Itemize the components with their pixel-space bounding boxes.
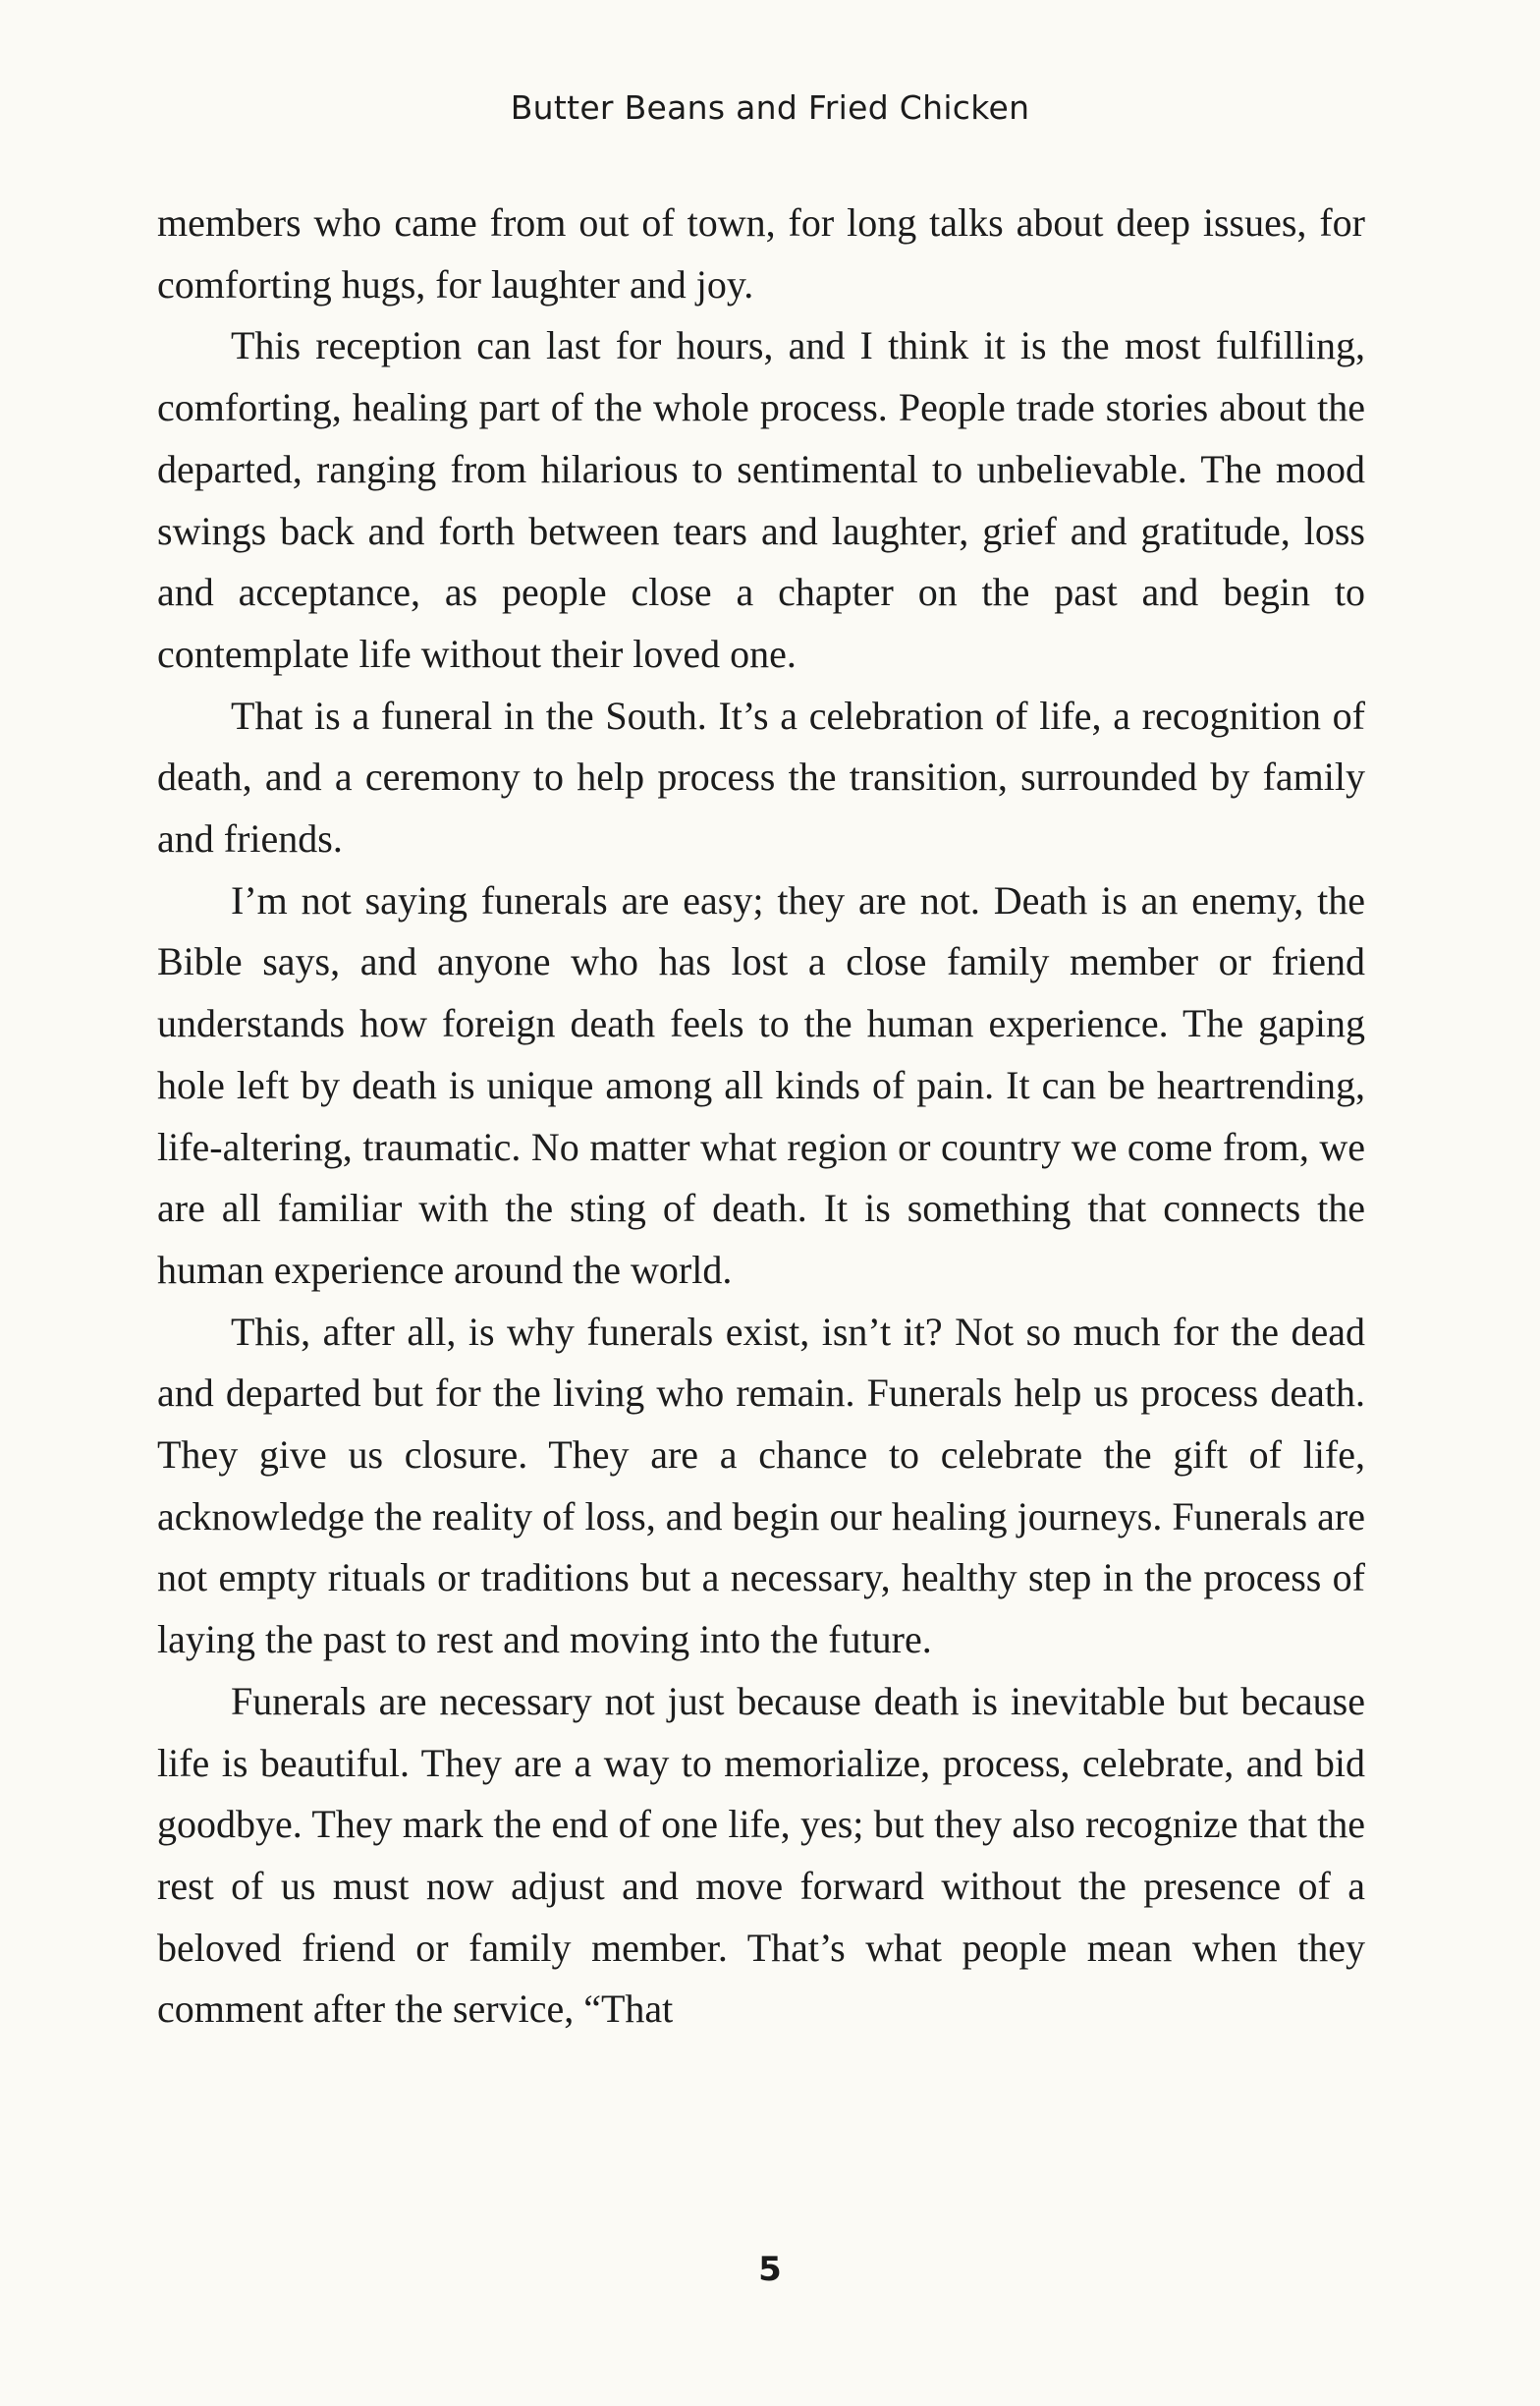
running-head: Butter Beans and Fried Chicken xyxy=(510,88,1030,127)
paragraph: That is a funeral in the South. It’s a celebration of life, a recognition of death, and a ceremony to help process the transition, surrounded by family and friends. xyxy=(157,693,1365,862)
page-number: 5 xyxy=(758,2250,782,2289)
body-text xyxy=(157,193,1365,2041)
paragraph: This reception can last for hours, and I think it is the most fulfilling, comforting, healing part of the whole process. People trade stories about the departed, ranging from hilarious to sentimental to unbelievable. The mood swings back and forth between tears and laughter, grief and gratitude, loss and acceptance, as people close a chapter on the past and begin to contemplate life without their loved one. xyxy=(157,323,1365,676)
paragraph: Funerals are necessary not just because death is inevitable but because life is beautiful. They are a way to memorialize, process, celebrate, and bid goodbye. They mark the end of one life, yes; but they also recognize that the rest of us must now adjust and move forward without the presence of a beloved friend or family member. That’s what people mean when they comment after the service, “That xyxy=(157,1678,1365,2032)
paragraph: This, after all, is why funerals exist, isn’t it? Not so much for the dead and departed but for the living who remain. Funerals help us process death. They give us closure. They are a chance to celebrate the gift of life, acknowledge the reality of loss, and begin our healing journeys. Funerals are not empty rituals or traditions but a necessary, healthy step in the process of laying the past to rest and moving into the future. xyxy=(157,1309,1365,1662)
paragraph: I’m not saying funerals are easy; they are not. Death is an enemy, the Bible says, and anyone who has lost a close family member or friend understands how foreign death feels to the human experience. The gaping hole left by death is unique among all kinds of pain. It can be heartrending, life-altering, traumatic. No matter what region or country we come from, we are all familiar with the sting of death. It is something that connects the human experience around the world. xyxy=(157,877,1365,1292)
paragraph: members who came from out of town, for long talks about deep issues, for comforting hugs, for laughter and joy. xyxy=(157,200,1365,307)
